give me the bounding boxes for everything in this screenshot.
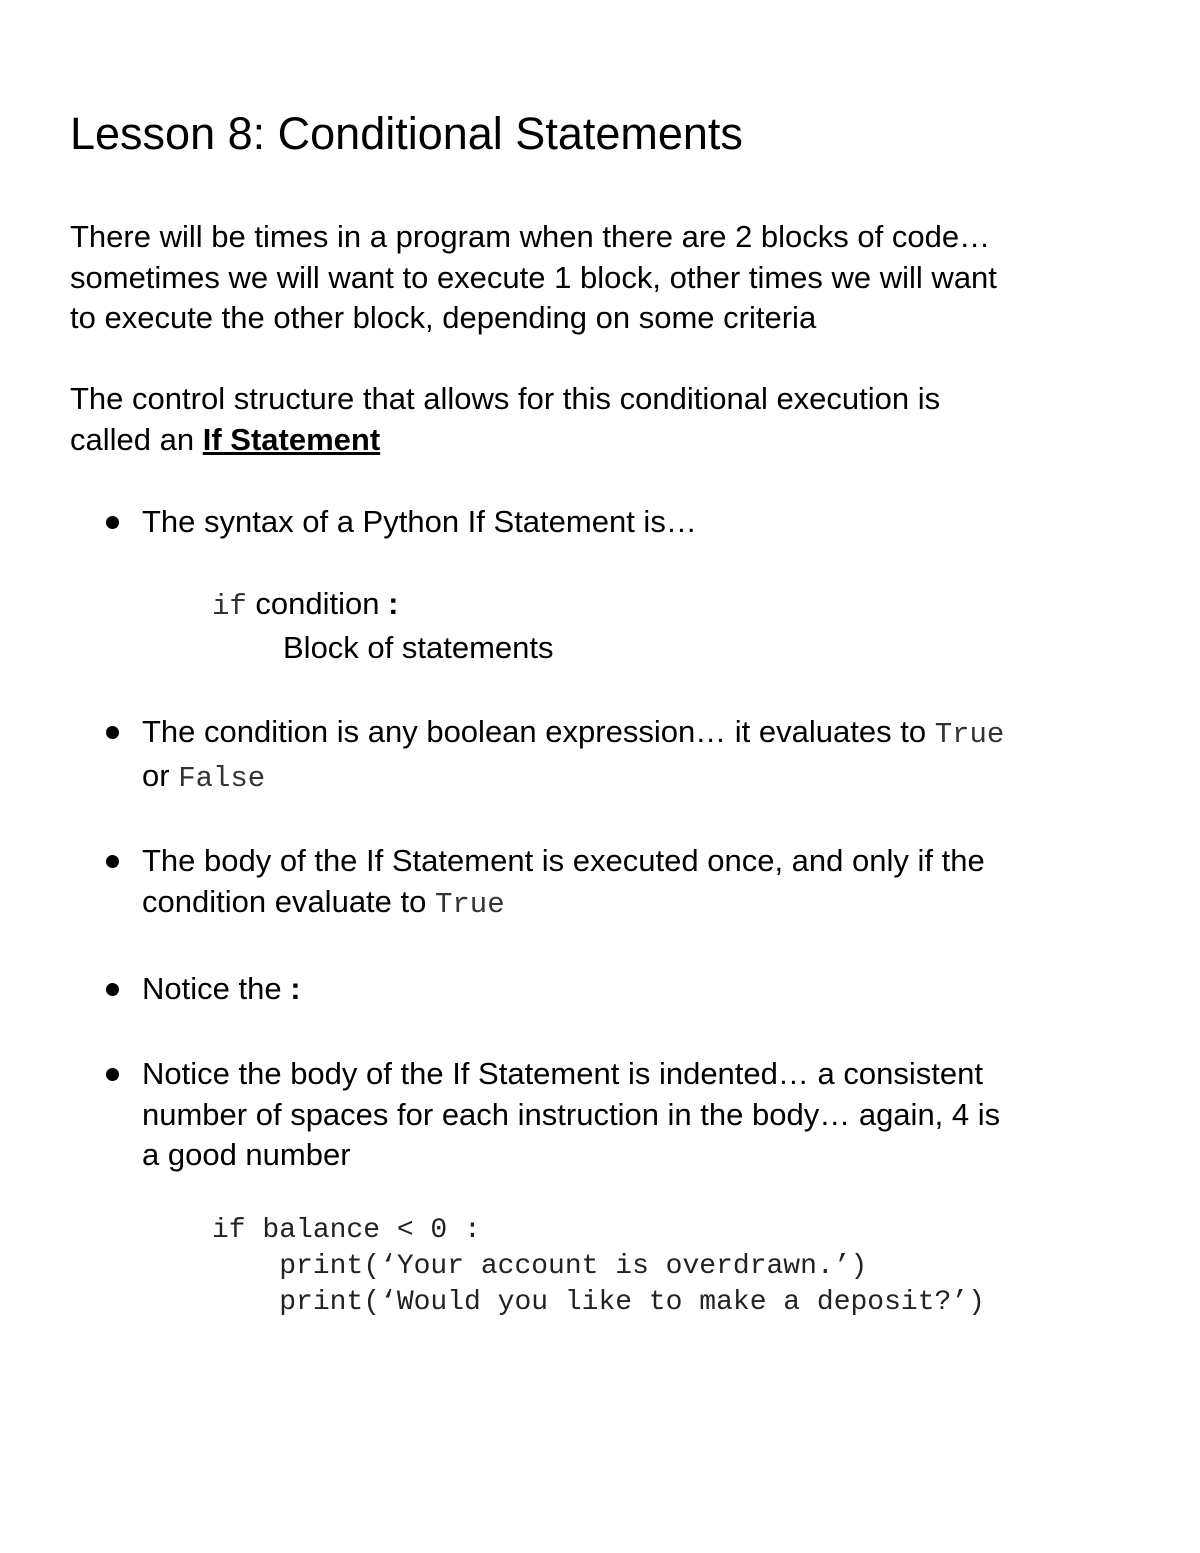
example-code-block — [212, 1213, 985, 1321]
indent-line-3: a good number — [142, 1137, 351, 1172]
control-line-2 — [70, 420, 1170, 461]
true-literal: True — [934, 718, 1005, 751]
syntax-condition: condition — [246, 586, 389, 621]
control-line-1: The control structure that allows for this conditional execution is — [70, 381, 941, 416]
control-paragraph — [70, 379, 1170, 460]
condition-or: or — [142, 757, 179, 793]
body-line-2-prefix: condition evaluate to — [142, 883, 435, 919]
intro-paragraph — [70, 217, 1170, 339]
bullet-dot — [106, 855, 126, 875]
bullet-dot — [106, 983, 126, 1003]
bullet-condition-text — [142, 712, 1004, 799]
bullet-notice-colon-text — [142, 969, 301, 1010]
intro-line-2: sometimes we will want to execute 1 block, other times we will want — [70, 259, 997, 295]
syntax-line-1 — [212, 584, 554, 628]
colon-symbol: : — [290, 971, 301, 1006]
bullet-syntax-text — [142, 502, 697, 543]
code-line-3: print(‘Would you like to make a deposit?’) — [212, 1287, 985, 1318]
intro-line-1: There will be times in a program when there are 2 blocks of code… — [70, 219, 991, 254]
bullet-indent-text — [142, 1054, 1000, 1176]
indent-line-2: number of spaces for each instruction in the body… again, 4 is — [142, 1096, 1001, 1132]
notice-colon-line — [142, 969, 301, 1010]
condition-line-2 — [142, 756, 1004, 800]
condition-line-1 — [142, 712, 1004, 756]
condition-prefix: The condition is any boolean expression… it evaluates to — [142, 714, 935, 749]
syntax-body: Block of statements — [283, 629, 554, 665]
notice-colon-prefix: Notice the — [142, 971, 291, 1006]
code-line-2: print(‘Your account is overdrawn.’) — [212, 1251, 868, 1282]
bullet-dot — [106, 1068, 126, 1088]
bullet-body-text — [142, 841, 985, 925]
indent-line-1: Notice the body of the If Statement is indented… a consistent — [142, 1056, 983, 1091]
if-statement-term: If Statement — [202, 421, 381, 457]
body-line-2 — [142, 882, 985, 926]
syntax-colon: : — [388, 586, 399, 621]
body-line-1: The body of the If Statement is executed once, and only if the — [142, 843, 985, 878]
false-literal: False — [178, 761, 266, 795]
code-line-1: if balance < 0 : — [212, 1215, 481, 1246]
bullet-dot — [106, 726, 126, 746]
page-title: Lesson 8: Conditional Statements — [70, 108, 743, 159]
control-line-2-prefix: called an — [70, 421, 203, 457]
syntax-example — [212, 584, 554, 668]
intro-line-3: to execute the other block, depending on some criteria — [70, 300, 817, 335]
if-keyword: if — [212, 590, 247, 623]
bullet-syntax-line: The syntax of a Python If Statement is… — [142, 504, 697, 539]
bullet-dot — [106, 516, 126, 536]
true-literal: True — [435, 887, 505, 921]
